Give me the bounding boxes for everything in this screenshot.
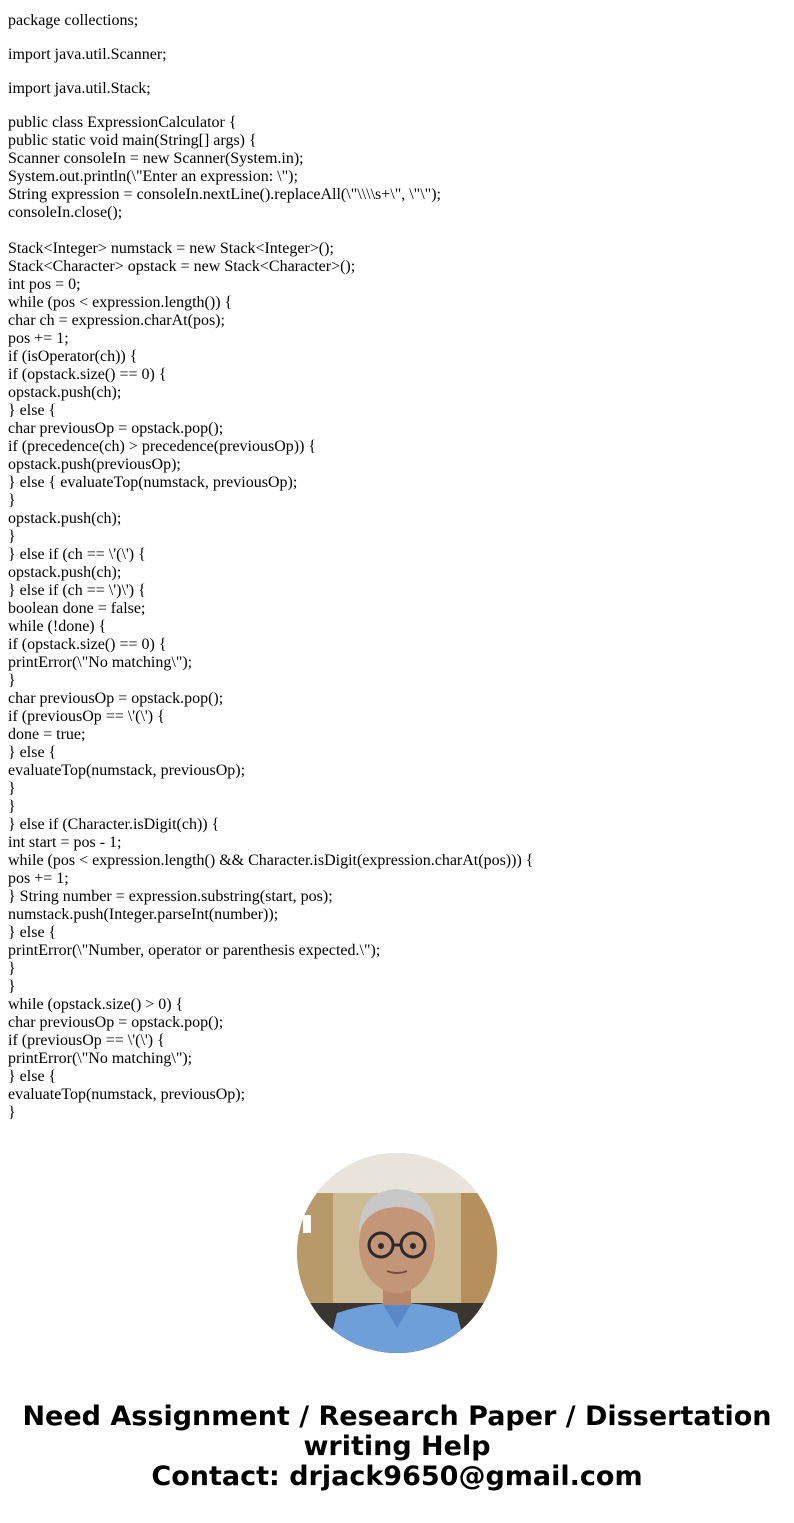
code-line: int start = pos - 1;: [8, 834, 122, 851]
code-line: char ch = expression.charAt(pos);: [8, 312, 225, 329]
code-line: printError(\"No matching\");: [8, 1050, 193, 1067]
code-line: System.out.println(\"Enter an expression: \");: [8, 168, 298, 185]
code-line: char previousOp = opstack.pop();: [8, 1014, 224, 1031]
code-line: } else {: [8, 924, 57, 941]
code-line: evaluateTop(numstack, previousOp);: [8, 762, 246, 779]
promo-line-2: writing Help: [303, 1431, 491, 1462]
code-line: Stack<Character> opstack = new Stack<Character>();: [8, 258, 356, 275]
promo-line-1: Need Assignment / Research Paper / Dissertation: [22, 1401, 772, 1432]
code-line: while (!done) {: [8, 618, 107, 635]
promo-banner: [0, 1402, 794, 1492]
code-listing: [8, 12, 788, 1122]
code-line: if (isOperator(ch)) {: [8, 348, 138, 365]
code-line: printError(\"No matching\");: [8, 654, 193, 671]
code-line: [8, 222, 788, 240]
promo-line-3: Contact: drjack9650@gmail.com: [151, 1461, 643, 1492]
code-line: if (previousOp == \'(\') {: [8, 708, 165, 725]
code-line: pos += 1;: [8, 330, 69, 347]
code-line: String expression = consoleIn.nextLine().replaceAll(\"\\\\s+\", \"\");: [8, 186, 441, 203]
code-line: }: [8, 960, 16, 977]
code-line: opstack.push(ch);: [8, 384, 122, 401]
code-line: while (pos < expression.length() && Character.isDigit(expression.charAt(pos))) {: [8, 852, 534, 869]
code-line: }: [8, 528, 16, 545]
code-line: } else if (ch == \')\') {: [8, 582, 146, 599]
code-line: [8, 98, 788, 114]
code-line: char previousOp = opstack.pop();: [8, 420, 224, 437]
code-line: [8, 30, 788, 46]
code-line: }: [8, 978, 16, 995]
code-line: }: [8, 798, 16, 815]
code-line: public class ExpressionCalculator {: [8, 114, 237, 131]
code-line: }: [8, 672, 16, 689]
code-line: evaluateTop(numstack, previousOp);: [8, 1086, 246, 1103]
code-line: printError(\"Number, operator or parenthesis expected.\");: [8, 942, 381, 959]
code-line: char previousOp = opstack.pop();: [8, 690, 224, 707]
code-line: } String number = expression.substring(start, pos);: [8, 888, 333, 905]
code-line: } else { evaluateTop(numstack, previousOp);: [8, 474, 298, 491]
code-line: } else {: [8, 402, 57, 419]
code-line: Scanner consoleIn = new Scanner(System.in);: [8, 150, 304, 167]
code-line: while (pos < expression.length()) {: [8, 294, 233, 311]
code-line: [8, 64, 788, 80]
author-avatar: [297, 1153, 497, 1353]
code-line: } else {: [8, 744, 57, 761]
code-line: }: [8, 1104, 16, 1121]
code-line: import java.util.Stack;: [8, 80, 151, 97]
code-line: opstack.push(ch);: [8, 564, 122, 581]
code-line: Stack<Integer> numstack = new Stack<Integer>();: [8, 240, 334, 257]
code-line: } else {: [8, 1068, 57, 1085]
code-line: int pos = 0;: [8, 276, 81, 293]
code-line: }: [8, 492, 16, 509]
code-line: numstack.push(Integer.parseInt(number));: [8, 906, 279, 923]
code-line: if (precedence(ch) > precedence(previousOp)) {: [8, 438, 317, 455]
code-line: consoleIn.close();: [8, 204, 123, 221]
code-line: package collections;: [8, 12, 139, 29]
code-line: if (opstack.size() == 0) {: [8, 636, 167, 653]
code-line: opstack.push(previousOp);: [8, 456, 181, 473]
code-line: } else if (Character.isDigit(ch)) {: [8, 816, 220, 833]
code-line: } else if (ch == \'(\') {: [8, 546, 146, 563]
code-line: if (opstack.size() == 0) {: [8, 366, 167, 383]
code-line: pos += 1;: [8, 870, 69, 887]
code-line: while (opstack.size() > 0) {: [8, 996, 184, 1013]
author-portrait-image: [297, 1153, 497, 1353]
code-line: done = true;: [8, 726, 86, 743]
code-line: public static void main(String[] args) {: [8, 132, 257, 149]
code-line: opstack.push(ch);: [8, 510, 122, 527]
code-line: if (previousOp == \'(\') {: [8, 1032, 165, 1049]
code-line: }: [8, 780, 16, 797]
code-line: boolean done = false;: [8, 600, 146, 617]
code-line: import java.util.Scanner;: [8, 46, 167, 63]
